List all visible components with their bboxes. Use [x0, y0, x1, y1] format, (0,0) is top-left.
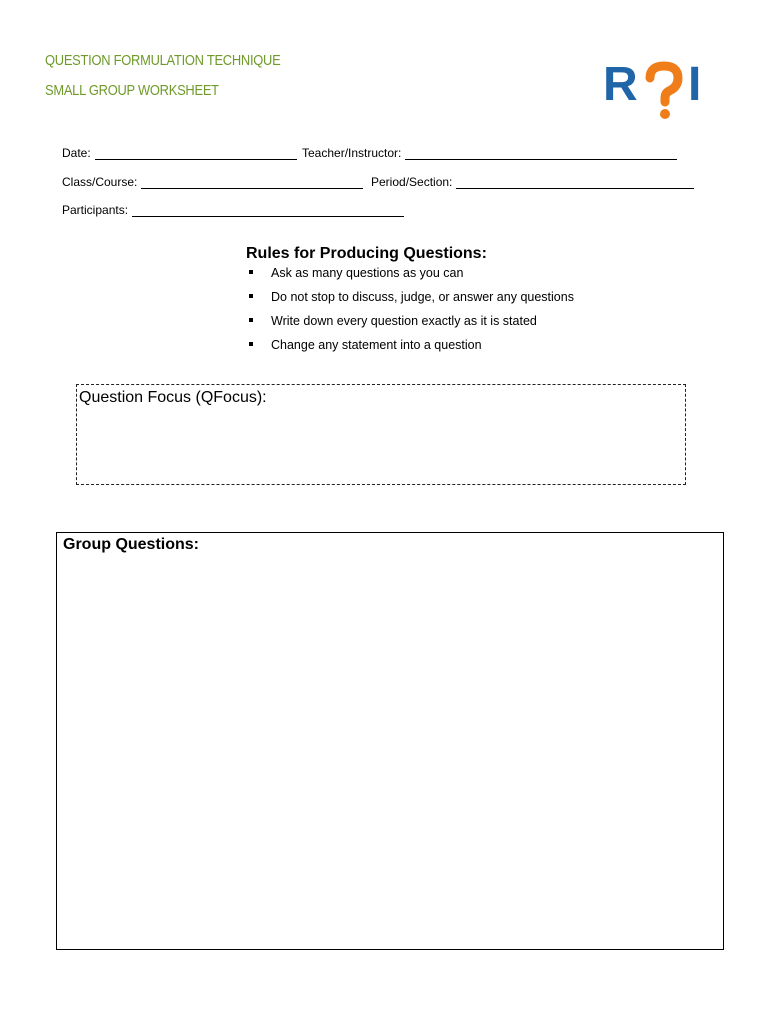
rules-heading: Rules for Producing Questions: — [246, 245, 487, 262]
worksheet-subtitle: SMALL GROUP WORKSHEET — [45, 82, 219, 99]
teacher-field — [302, 146, 677, 160]
rule-text: Write down every question exactly as it is stated — [271, 314, 537, 328]
question-mark-icon — [639, 60, 689, 120]
rule-text: Do not stop to discuss, judge, or answer any questions — [271, 290, 574, 304]
rule-text: Ask as many questions as you can — [271, 266, 464, 280]
worksheet-title: QUESTION FORMULATION TECHNIQUE — [45, 52, 281, 69]
class-field — [62, 175, 363, 189]
rqi-logo — [603, 60, 707, 120]
class-input-line[interactable] — [141, 176, 363, 189]
period-label: Period/Section: — [371, 175, 453, 189]
participants-field — [62, 203, 404, 217]
bullet-icon — [249, 318, 253, 322]
group-questions-label: Group Questions: — [63, 536, 199, 553]
rule-item — [249, 313, 574, 337]
rules-list — [249, 265, 574, 361]
participants-input-line[interactable] — [132, 204, 404, 217]
qfocus-box[interactable] — [76, 384, 686, 485]
logo-letter-i: I — [688, 58, 702, 111]
date-input-line[interactable] — [95, 147, 297, 160]
bullet-icon — [249, 270, 253, 274]
period-field — [371, 175, 694, 189]
group-questions-box[interactable] — [56, 532, 724, 950]
logo-letter-r: R — [603, 58, 638, 111]
bullet-icon — [249, 342, 253, 346]
rule-item — [249, 337, 574, 361]
rule-item — [249, 265, 574, 289]
rule-item — [249, 289, 574, 313]
bullet-icon — [249, 294, 253, 298]
date-field — [62, 146, 297, 160]
teacher-input-line[interactable] — [405, 147, 677, 160]
class-label: Class/Course: — [62, 175, 138, 189]
rule-text: Change any statement into a question — [271, 338, 482, 352]
date-label: Date: — [62, 146, 91, 160]
qfocus-label: Question Focus (QFocus): — [79, 389, 267, 406]
teacher-label: Teacher/Instructor: — [302, 146, 402, 160]
period-input-line[interactable] — [456, 176, 694, 189]
participants-label: Participants: — [62, 203, 129, 217]
